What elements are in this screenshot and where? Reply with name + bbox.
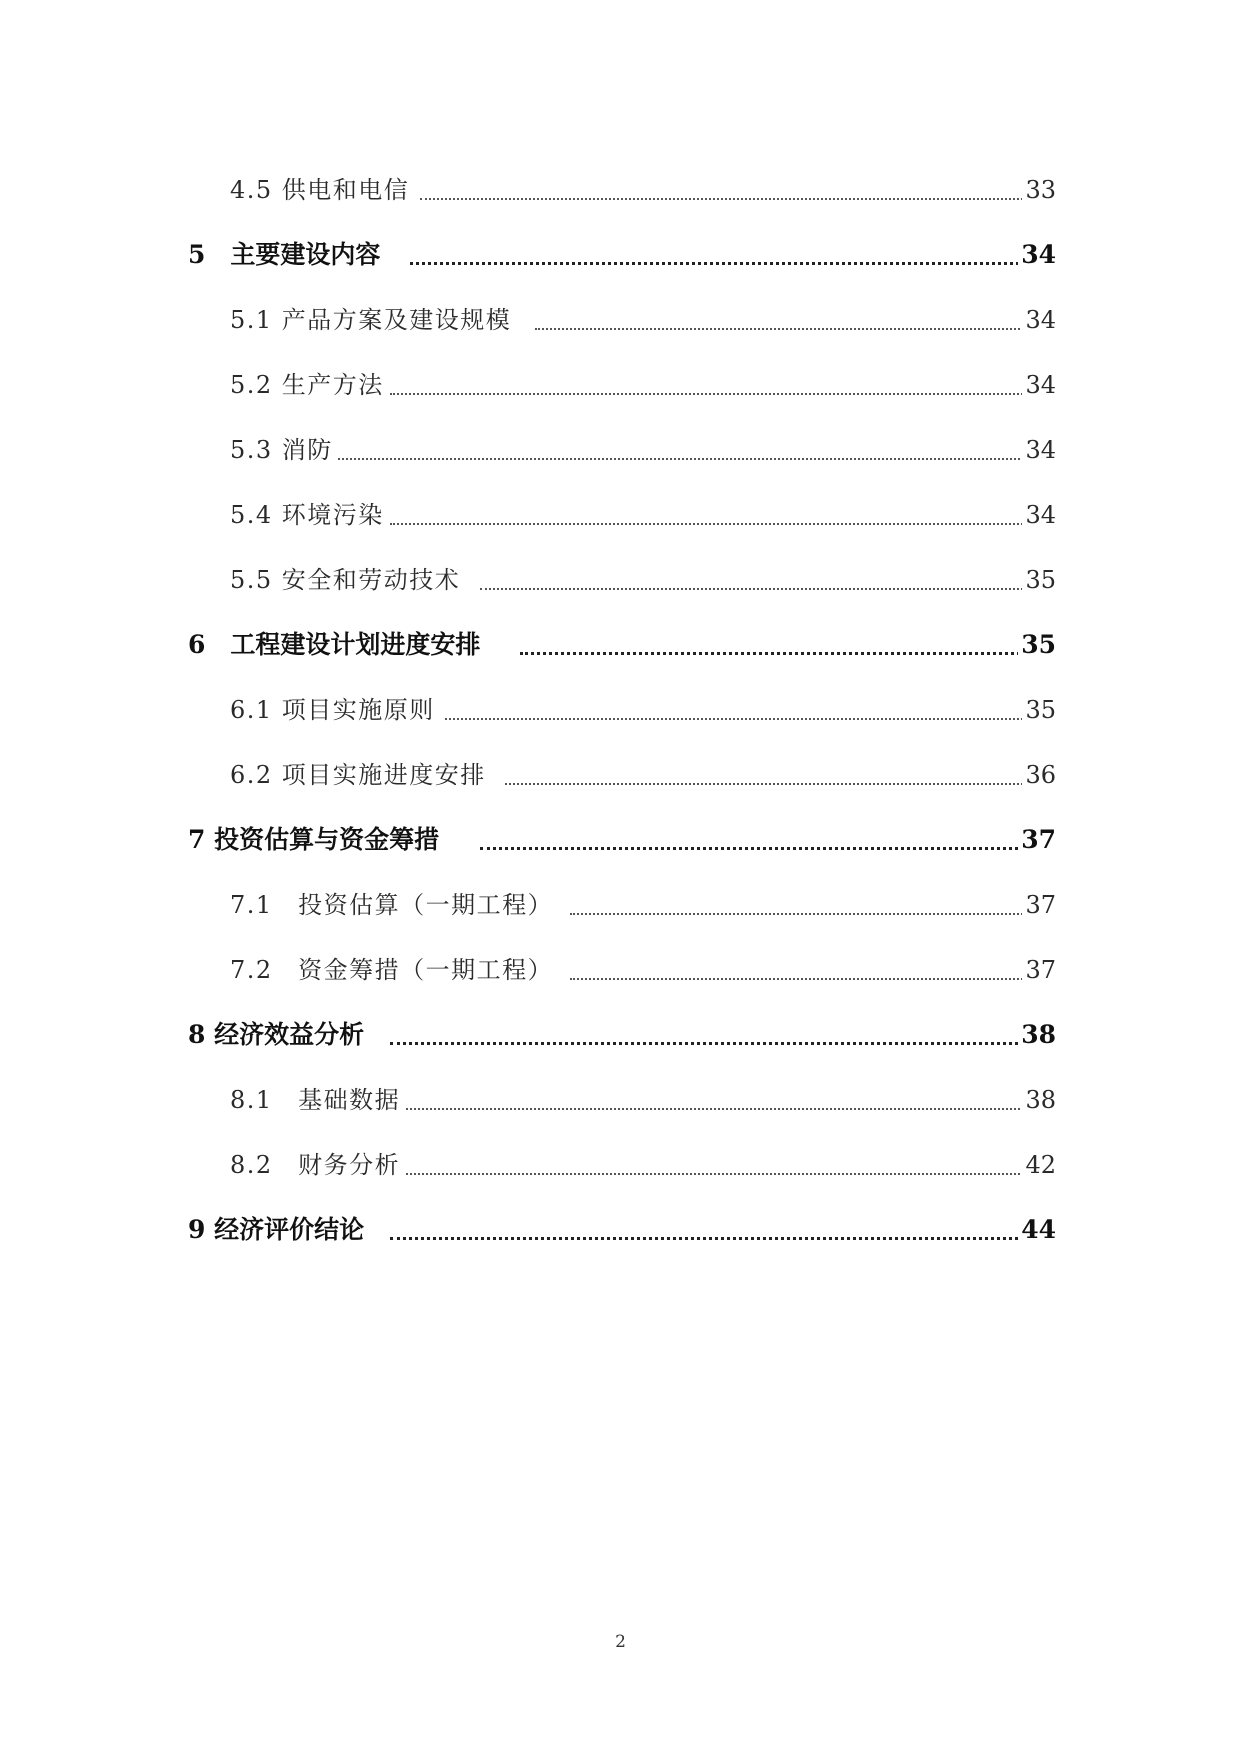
toc-entry-page: 37 [1022, 958, 1056, 982]
toc-entry[interactable] [0, 1208, 1241, 1248]
toc-entry-page: 38 [1018, 1022, 1056, 1047]
dot-leader [390, 1042, 1031, 1045]
dot-leader [520, 652, 1031, 655]
toc-entry-title: 5.4 环境污染 [230, 503, 388, 527]
dot-leader [395, 1108, 1031, 1110]
toc-entry-title: 9 经济评价结论 [188, 1217, 368, 1242]
dot-leader [480, 588, 1031, 590]
toc-entry[interactable] [0, 753, 1241, 793]
toc-entry[interactable] [0, 493, 1241, 533]
dot-leader [335, 458, 1031, 460]
dot-leader [390, 523, 1031, 525]
toc-entry-page: 34 [1018, 242, 1056, 267]
toc-entry[interactable] [0, 428, 1241, 468]
toc-entry-title: 6.1 项目实施原则 [230, 698, 439, 722]
toc-entry-page: 35 [1022, 698, 1056, 722]
toc-entry-page: 42 [1022, 1153, 1056, 1177]
toc-entry-title: 4.5 供电和电信 [230, 178, 413, 202]
toc-entry-page: 34 [1022, 503, 1056, 527]
toc-entry-page: 35 [1022, 568, 1056, 592]
toc-entry-page: 38 [1022, 1088, 1056, 1112]
toc-entry-title: 8.2 财务分析 [230, 1153, 404, 1177]
toc-entry-page: 36 [1022, 763, 1056, 787]
toc-entry-page: 34 [1022, 308, 1056, 332]
dot-leader [505, 783, 1031, 785]
dot-leader [395, 1173, 1031, 1175]
toc-entry[interactable] [0, 1078, 1241, 1118]
dot-leader [480, 847, 1031, 850]
dot-leader [570, 978, 1031, 980]
toc-entry-page: 33 [1022, 178, 1056, 202]
toc-entry-page: 37 [1022, 893, 1056, 917]
dot-leader [570, 913, 1031, 915]
toc-entry[interactable] [0, 883, 1241, 923]
toc-entry[interactable] [0, 948, 1241, 988]
toc-entry-title: 5.1 产品方案及建设规模 [230, 308, 515, 332]
toc-entry[interactable] [0, 623, 1241, 663]
toc-entry-title: 5 主要建设内容 [188, 242, 384, 267]
toc-entry-title: 7.2 资金筹措（一期工程） [230, 958, 557, 982]
toc-entry[interactable] [0, 168, 1241, 208]
toc-entry-page: 34 [1022, 373, 1056, 397]
page-number: 2 [615, 1632, 626, 1652]
dot-leader [410, 262, 1031, 265]
toc-entry[interactable] [0, 298, 1241, 338]
toc-entry-title: 6 工程建设计划进度安排 [188, 632, 484, 657]
dot-leader [390, 1237, 1031, 1240]
toc-entry-page: 35 [1018, 632, 1056, 657]
toc-entry-title: 5.3 消防 [230, 438, 337, 462]
toc-entry[interactable] [0, 363, 1241, 403]
dot-leader [535, 328, 1031, 330]
toc-entry-title: 7.1 投资估算（一期工程） [230, 893, 557, 917]
toc-entry-title: 8.1 基础数据 [230, 1088, 404, 1112]
dot-leader [390, 393, 1031, 395]
toc-entry-title: 5.2 生产方法 [230, 373, 388, 397]
toc-entry[interactable] [0, 1013, 1241, 1053]
toc-entry-title: 6.2 项目实施进度安排 [230, 763, 490, 787]
dot-leader [420, 198, 1031, 200]
toc-entry-title: 7 投资估算与资金筹措 [188, 827, 443, 852]
toc-entry[interactable] [0, 818, 1241, 858]
toc-entry-page: 34 [1022, 438, 1056, 462]
toc-entry[interactable] [0, 558, 1241, 598]
toc-entry[interactable] [0, 1143, 1241, 1183]
toc-entry[interactable] [0, 688, 1241, 728]
toc-entry-page: 44 [1018, 1217, 1056, 1242]
toc-entry-page: 37 [1018, 827, 1056, 852]
toc-entry[interactable] [0, 233, 1241, 273]
toc-entry-title: 5.5 安全和劳动技术 [230, 568, 464, 592]
dot-leader [445, 718, 1031, 720]
toc-entry-title: 8 经济效益分析 [188, 1022, 368, 1047]
